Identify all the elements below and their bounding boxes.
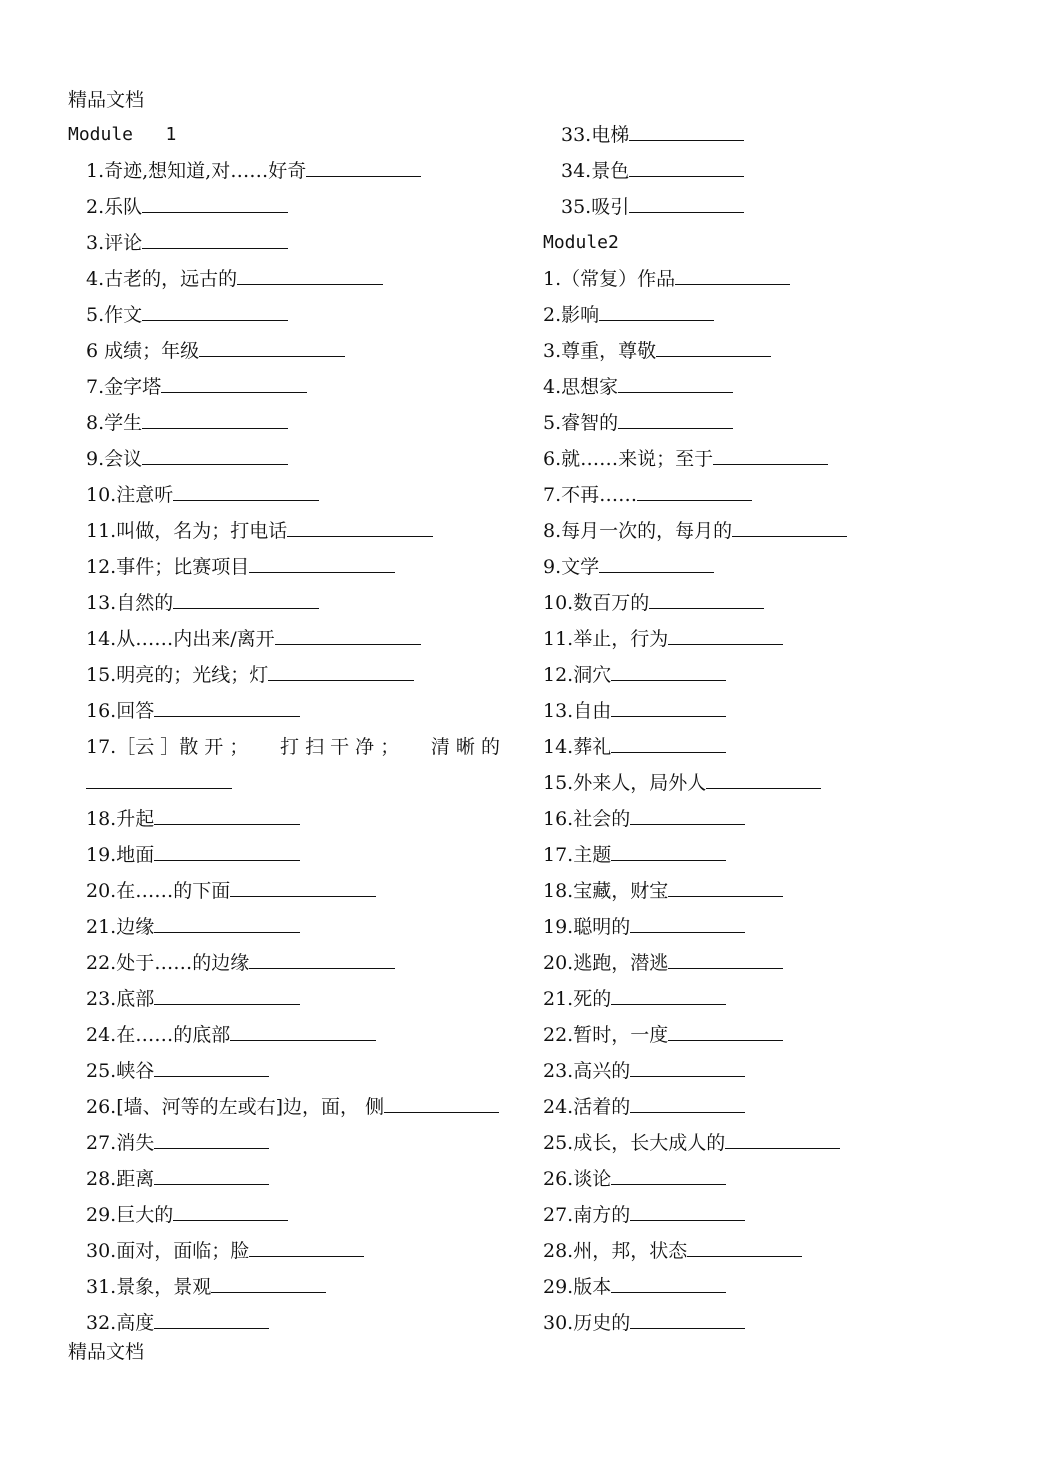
- answer-blank[interactable]: [154, 859, 300, 861]
- answer-blank[interactable]: [154, 1075, 269, 1077]
- vocab-prompt-17: [86, 729, 500, 765]
- vocab-prompt: 10.注意听: [86, 484, 174, 506]
- vocab-prompt: 12.洞穴: [543, 664, 612, 686]
- answer-blank[interactable]: [230, 1039, 376, 1041]
- vocab-prompt: 18.升起: [86, 808, 155, 830]
- answer-blank[interactable]: [630, 823, 745, 825]
- vocab-prompt: 3.评论: [86, 232, 143, 254]
- answer-blank[interactable]: [611, 1183, 726, 1185]
- answer-blank[interactable]: [611, 751, 726, 753]
- vocab-item: [68, 981, 508, 1017]
- vocab-prompt: 8.学生: [86, 412, 143, 434]
- vocab-prompt: 11.叫做，名为；打电话: [86, 520, 288, 542]
- vocab-item: [543, 1269, 983, 1305]
- answer-blank[interactable]: [630, 1075, 745, 1077]
- answer-blank[interactable]: [249, 1255, 364, 1257]
- vocab-prompt: 16.社会的: [543, 808, 631, 830]
- answer-blank[interactable]: [599, 319, 714, 321]
- vocab-prompt: 28.距离: [86, 1168, 155, 1190]
- answer-blank[interactable]: [599, 571, 714, 573]
- vocab-prompt: 24.在……的底部: [86, 1024, 231, 1046]
- vocab-prompt: 27.消失: [86, 1132, 155, 1154]
- answer-blank[interactable]: [154, 715, 300, 717]
- vocab-prompt: 26.谈论: [543, 1168, 612, 1190]
- vocab-item: [68, 801, 508, 837]
- vocab-item: [543, 117, 983, 153]
- vocab-item: [543, 513, 983, 549]
- vocab-item: [68, 1197, 508, 1233]
- vocab-item: [543, 1053, 983, 1089]
- vocab-prompt: 15.外来人，局外人: [543, 772, 707, 794]
- vocab-prompt: 24.活着的: [543, 1096, 631, 1118]
- page-footer: 精品文档: [68, 1341, 145, 1363]
- answer-blank[interactable]: [629, 175, 744, 177]
- vocab-prompt: 26.[墙、河等的左或右]边，面， 侧: [86, 1096, 385, 1118]
- vocab-item: [68, 621, 508, 657]
- vocab-item: [543, 837, 983, 873]
- vocab-item: [543, 441, 983, 477]
- answer-blank[interactable]: [154, 1147, 269, 1149]
- vocab-item: [543, 1233, 983, 1269]
- vocab-item: [68, 1017, 508, 1053]
- answer-blank[interactable]: [275, 643, 421, 645]
- vocab-prompt-part: 清 晰 的: [430, 736, 500, 758]
- vocab-item: [68, 873, 508, 909]
- vocab-prompt: 33.电梯: [561, 124, 630, 146]
- answer-blank[interactable]: [142, 247, 288, 249]
- vocab-prompt: 23.高兴的: [543, 1060, 631, 1082]
- vocab-prompt-part: 打 扫 干 净 ；: [280, 736, 400, 758]
- vocab-prompt: 15.明亮的；光线；灯: [86, 664, 269, 686]
- vocab-prompt: 25.峡谷: [86, 1060, 155, 1082]
- vocab-item: [68, 1089, 508, 1125]
- answer-blank[interactable]: [630, 931, 745, 933]
- vocab-item: [68, 1233, 508, 1269]
- answer-blank[interactable]: [637, 499, 752, 501]
- vocab-item: [68, 297, 508, 333]
- vocab-item-17-blank-line: [68, 765, 508, 801]
- module-1-title: Module 1: [68, 124, 177, 145]
- vocab-prompt: 2.影响: [543, 304, 600, 326]
- answer-blank[interactable]: [249, 967, 395, 969]
- answer-blank[interactable]: [173, 499, 319, 501]
- vocab-prompt: 22.暂时，一度: [543, 1024, 669, 1046]
- vocab-prompt: 7.金字塔: [86, 376, 162, 398]
- vocab-item: [543, 477, 983, 513]
- vocab-item: [68, 1053, 508, 1089]
- answer-blank[interactable]: [656, 355, 771, 357]
- vocab-item: [68, 909, 508, 945]
- answer-blank[interactable]: [154, 823, 300, 825]
- answer-blank[interactable]: [675, 283, 790, 285]
- vocab-item: [68, 1125, 508, 1161]
- vocab-item: [68, 405, 508, 441]
- answer-blank[interactable]: [230, 895, 376, 897]
- vocab-item: [543, 981, 983, 1017]
- answer-blank[interactable]: [629, 139, 744, 141]
- answer-blank[interactable]: [154, 931, 300, 933]
- answer-blank[interactable]: [713, 463, 828, 465]
- vocab-item: [68, 189, 508, 225]
- vocab-prompt: 9.会议: [86, 448, 143, 470]
- vocab-prompt: 23.底部: [86, 988, 155, 1010]
- vocab-item: [543, 1161, 983, 1197]
- right-column: [543, 117, 983, 1341]
- answer-blank[interactable]: [706, 787, 821, 789]
- vocab-prompt: 1.（常复）作品: [543, 268, 676, 290]
- vocab-item: [68, 441, 508, 477]
- answer-blank[interactable]: [611, 1291, 726, 1293]
- vocab-item: [68, 1161, 508, 1197]
- vocab-item: [543, 549, 983, 585]
- vocab-prompt: 4.思想家: [543, 376, 619, 398]
- vocab-prompt: 20.逃跑，潜逃: [543, 952, 669, 974]
- vocab-prompt: 12.事件；比赛项目: [86, 556, 250, 578]
- vocab-prompt: 8.每月一次的，每月的: [543, 520, 733, 542]
- vocab-prompt: 16.回答: [86, 700, 155, 722]
- answer-blank[interactable]: [237, 283, 383, 285]
- vocab-prompt: 7.不再……: [543, 484, 638, 506]
- answer-blank[interactable]: [249, 571, 395, 573]
- vocab-prompt: 9.文学: [543, 556, 600, 578]
- answer-blank[interactable]: [142, 211, 288, 213]
- vocab-prompt: 18.宝藏，财宝: [543, 880, 669, 902]
- vocab-prompt: 6.就……来说；至于: [543, 448, 714, 470]
- vocab-prompt: 35.吸引: [561, 196, 630, 218]
- vocab-prompt: 28.州，邦，状态: [543, 1240, 688, 1262]
- answer-blank[interactable]: [668, 1039, 783, 1041]
- answer-blank[interactable]: [142, 319, 288, 321]
- vocab-item: [543, 153, 983, 189]
- vocab-prompt: 2.乐队: [86, 196, 143, 218]
- vocab-item: [68, 513, 508, 549]
- vocab-item: [543, 405, 983, 441]
- answer-blank[interactable]: [86, 787, 232, 789]
- vocab-item: [68, 549, 508, 585]
- answer-blank[interactable]: [384, 1111, 499, 1113]
- answer-blank[interactable]: [649, 607, 764, 609]
- answer-blank[interactable]: [629, 211, 744, 213]
- answer-blank[interactable]: [154, 1183, 269, 1185]
- answer-blank[interactable]: [668, 967, 783, 969]
- answer-blank[interactable]: [268, 679, 414, 681]
- answer-blank[interactable]: [611, 859, 726, 861]
- vocab-prompt: 29.版本: [543, 1276, 612, 1298]
- answer-blank[interactable]: [611, 679, 726, 681]
- vocab-item: [543, 585, 983, 621]
- answer-blank[interactable]: [725, 1147, 840, 1149]
- answer-blank[interactable]: [173, 607, 319, 609]
- vocab-item: [543, 333, 983, 369]
- vocab-prompt: 34.景色: [561, 160, 630, 182]
- vocab-prompt: 31.景象，景观: [86, 1276, 212, 1298]
- vocab-prompt: 21.边缘: [86, 916, 155, 938]
- answer-blank[interactable]: [306, 175, 421, 177]
- answer-blank[interactable]: [611, 1003, 726, 1005]
- page-header: 精品文档: [68, 89, 145, 111]
- vocab-item: [68, 261, 508, 297]
- module-2-title: Module2: [543, 232, 619, 253]
- vocab-prompt: 25.成长，长大成人的: [543, 1132, 726, 1154]
- vocab-prompt: 30.面对，面临；脸: [86, 1240, 250, 1262]
- answer-blank[interactable]: [611, 715, 726, 717]
- vocab-prompt: 13.自然的: [86, 592, 174, 614]
- vocab-item: [68, 585, 508, 621]
- vocab-item: [543, 369, 983, 405]
- answer-blank[interactable]: [199, 355, 345, 357]
- vocab-prompt: 29.巨大的: [86, 1204, 174, 1226]
- answer-blank[interactable]: [142, 463, 288, 465]
- answer-blank[interactable]: [211, 1291, 326, 1293]
- vocab-prompt: 6 成绩；年级: [86, 340, 200, 362]
- vocab-item: [68, 225, 508, 261]
- vocab-prompt-part: 17.［云 ］散 开 ；: [86, 736, 249, 758]
- vocab-item-17: [68, 729, 508, 765]
- vocab-item: [68, 153, 508, 189]
- vocab-prompt: 20.在……的下面: [86, 880, 231, 902]
- vocab-item: [68, 477, 508, 513]
- vocab-item: [543, 1305, 983, 1341]
- vocab-prompt: 5.作文: [86, 304, 143, 326]
- vocab-prompt: 13.自由: [543, 700, 612, 722]
- vocab-prompt: 14.从……内出来/离开: [86, 628, 275, 650]
- answer-blank[interactable]: [161, 391, 307, 393]
- vocab-prompt: 32.高度: [86, 1312, 155, 1334]
- vocab-item: [543, 1125, 983, 1161]
- vocab-item: [543, 621, 983, 657]
- vocab-prompt: 11.举止，行为: [543, 628, 669, 650]
- vocab-prompt: 10.数百万的: [543, 592, 650, 614]
- answer-blank[interactable]: [154, 1003, 300, 1005]
- answer-blank[interactable]: [154, 1327, 269, 1329]
- vocab-prompt: 19.地面: [86, 844, 155, 866]
- vocab-item: [543, 657, 983, 693]
- vocab-item: [543, 765, 983, 801]
- vocab-item: [68, 333, 508, 369]
- vocab-prompt: 17.主题: [543, 844, 612, 866]
- vocab-prompt: 30.历史的: [543, 1312, 631, 1334]
- left-column: [68, 117, 508, 1341]
- answer-blank[interactable]: [618, 427, 733, 429]
- vocab-item: [543, 909, 983, 945]
- vocab-item: [543, 189, 983, 225]
- answer-blank[interactable]: [687, 1255, 802, 1257]
- vocab-prompt: 21.死的: [543, 988, 612, 1010]
- vocab-item: [68, 945, 508, 981]
- answer-blank[interactable]: [668, 895, 783, 897]
- vocab-item: [543, 693, 983, 729]
- answer-blank[interactable]: [618, 391, 733, 393]
- vocab-prompt: 14.葬礼: [543, 736, 612, 758]
- vocab-item: [543, 1197, 983, 1233]
- answer-blank[interactable]: [630, 1111, 745, 1113]
- vocab-item: [543, 297, 983, 333]
- vocab-item: [68, 657, 508, 693]
- vocab-item: [68, 693, 508, 729]
- answer-blank[interactable]: [630, 1327, 745, 1329]
- vocab-item: [68, 369, 508, 405]
- answer-blank[interactable]: [630, 1219, 745, 1221]
- vocab-prompt: 5.睿智的: [543, 412, 619, 434]
- vocab-prompt: 4.古老的，远古的: [86, 268, 238, 290]
- vocab-item: [543, 261, 983, 297]
- vocab-prompt: 1.奇迹,想知道,对……好奇: [86, 160, 307, 182]
- vocab-item: [543, 801, 983, 837]
- vocab-item: [68, 1269, 508, 1305]
- answer-blank[interactable]: [732, 535, 847, 537]
- vocab-item: [543, 1017, 983, 1053]
- vocab-item: [543, 945, 983, 981]
- vocab-item: [543, 729, 983, 765]
- answer-blank[interactable]: [142, 427, 288, 429]
- vocab-prompt: 3.尊重，尊敬: [543, 340, 657, 362]
- answer-blank[interactable]: [287, 535, 433, 537]
- vocab-prompt: 19.聪明的: [543, 916, 631, 938]
- vocab-item: [543, 873, 983, 909]
- vocab-item: [543, 1089, 983, 1125]
- vocab-prompt: 22.处于……的边缘: [86, 952, 250, 974]
- vocab-prompt: 27.南方的: [543, 1204, 631, 1226]
- vocab-item: [68, 837, 508, 873]
- answer-blank[interactable]: [668, 643, 783, 645]
- answer-blank[interactable]: [173, 1219, 288, 1221]
